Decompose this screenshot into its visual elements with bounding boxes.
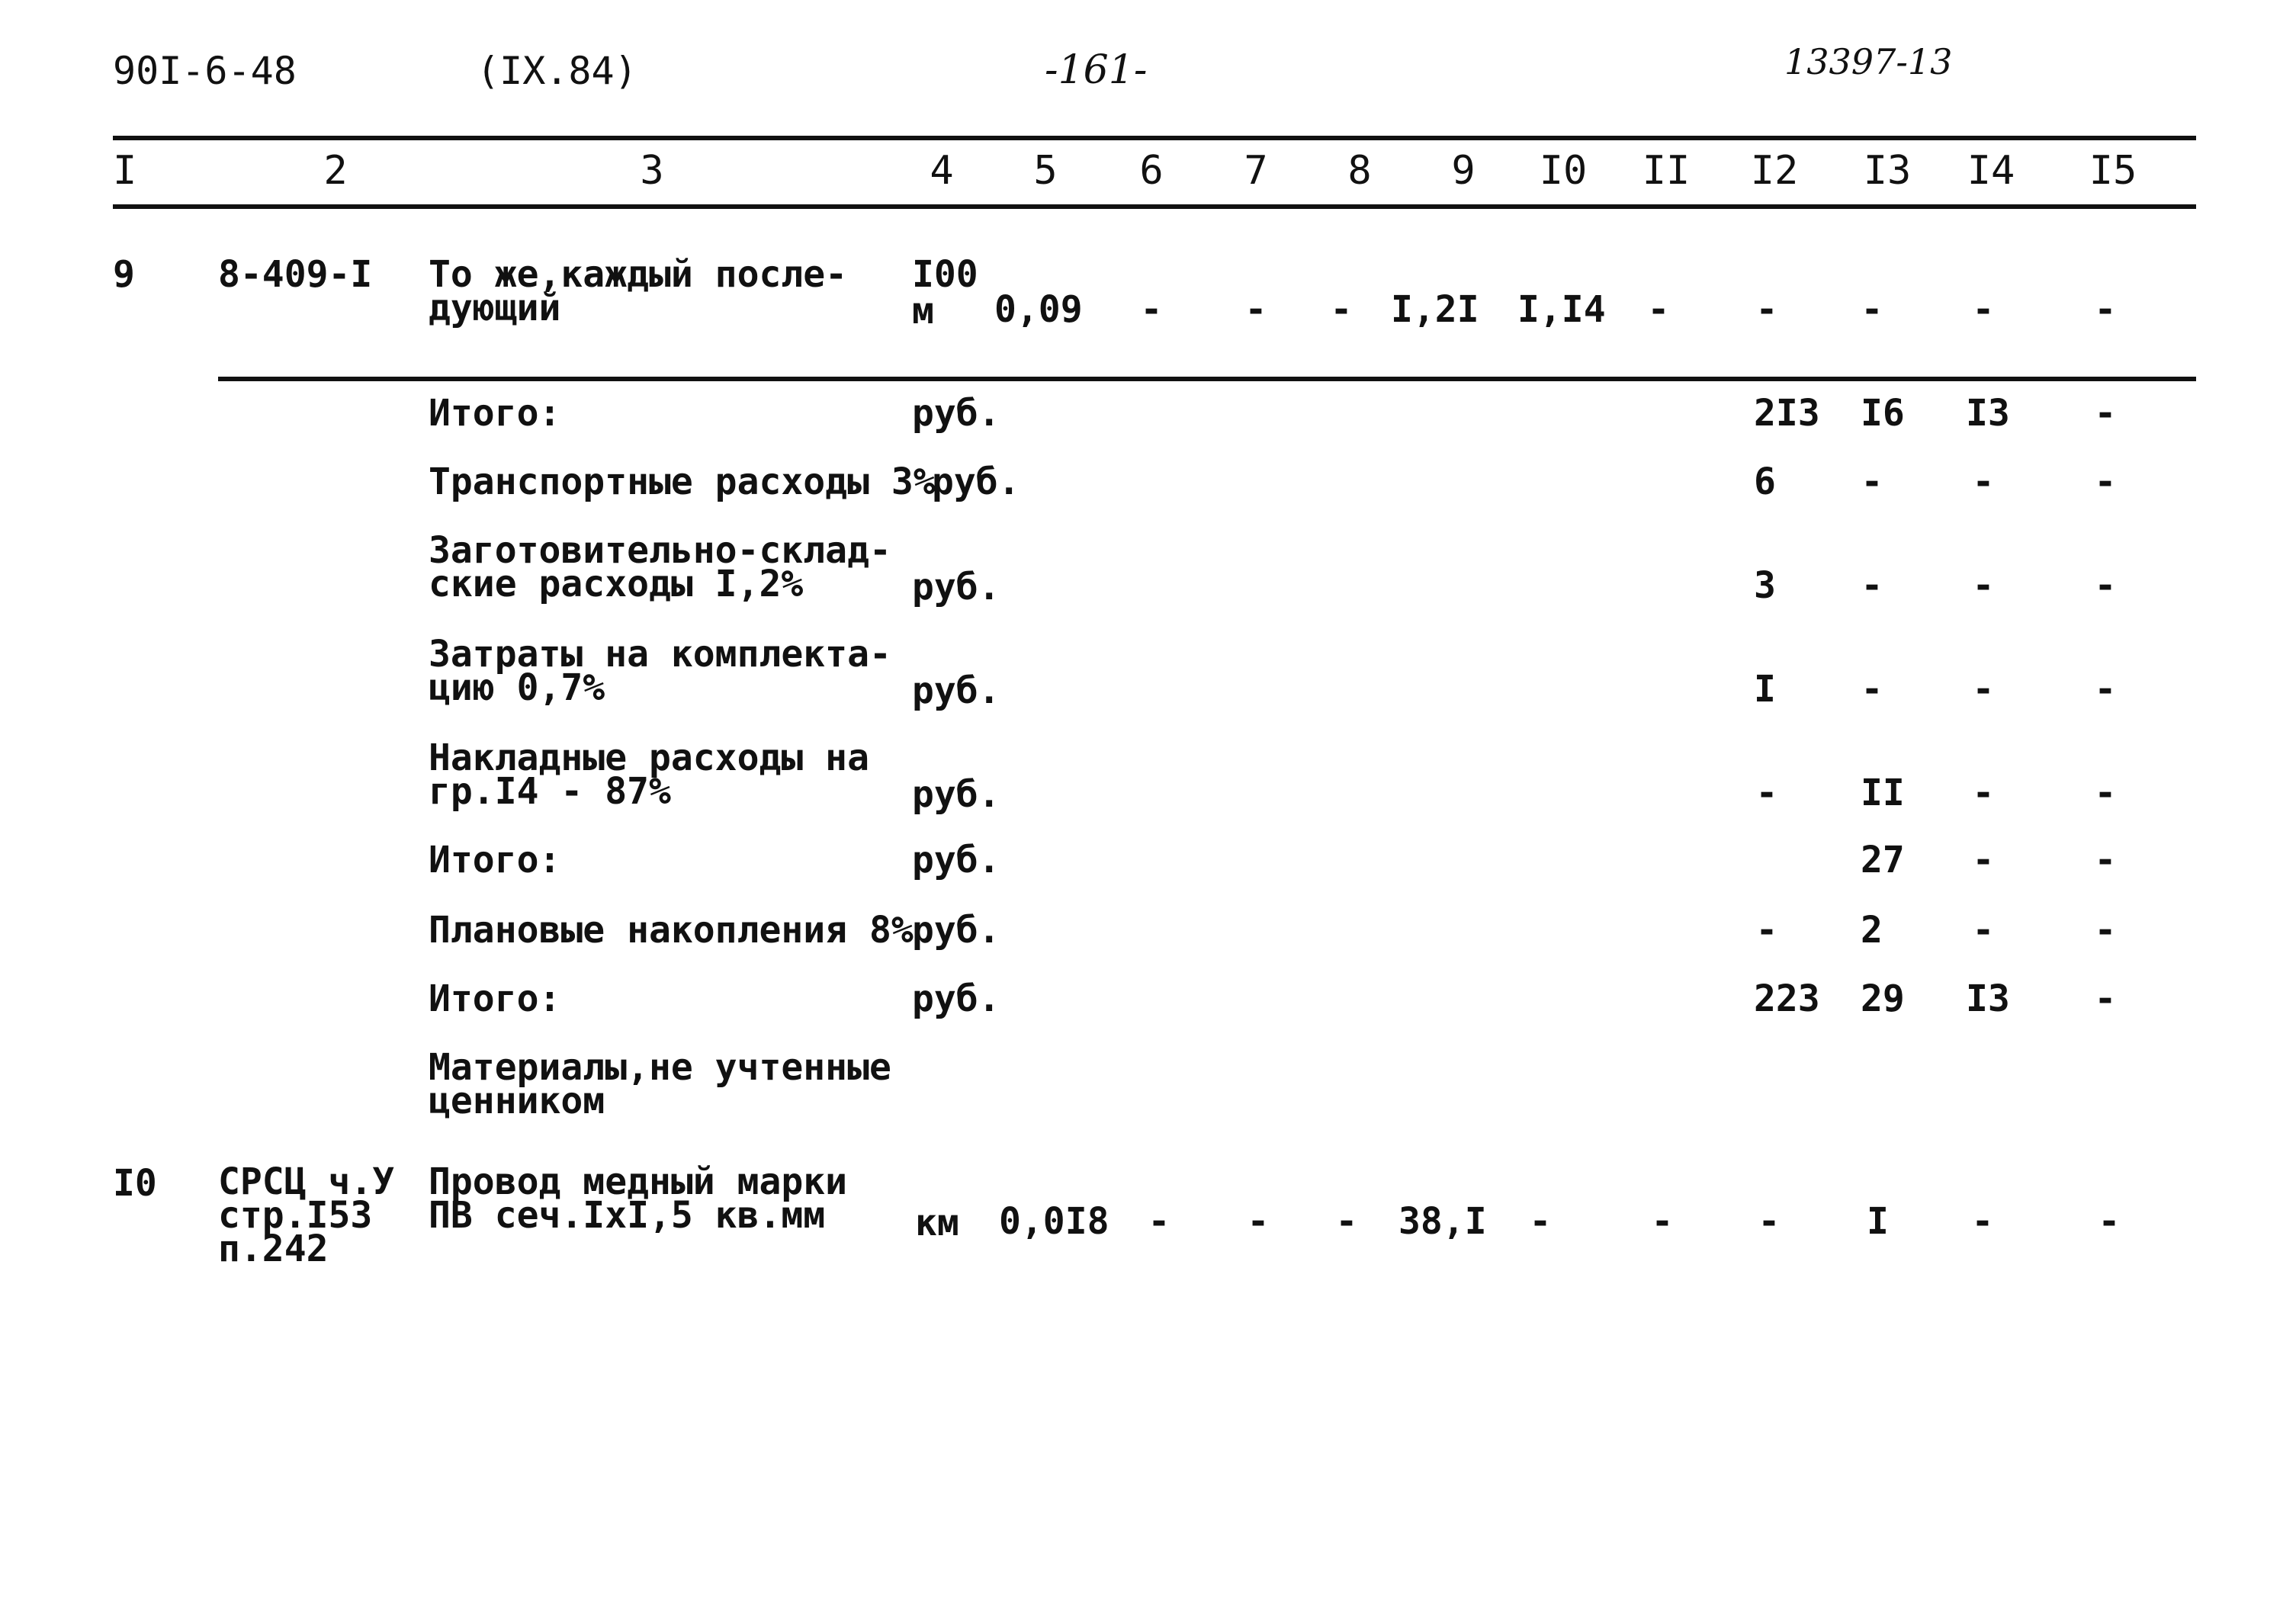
summary-col-15: - — [2094, 909, 2117, 952]
unit-multiplier: I00 — [912, 253, 978, 296]
summary-col-15: - — [2094, 564, 2117, 607]
materials-note: Материалы,не учтенные ценником — [429, 1046, 891, 1122]
cell-col-14: - — [1971, 1200, 1994, 1243]
summary-unit: руб. — [912, 977, 1000, 1020]
summary-col-14: - — [1972, 772, 1995, 814]
page-number: -161- — [1045, 47, 1148, 93]
summary-col-14: - — [1972, 668, 1995, 711]
summary-col-14: I3 — [1966, 977, 2010, 1020]
summary-label: Заготовительно-склад- ские расходы I,2% — [429, 529, 891, 605]
column-header-14: I4 — [1967, 148, 2015, 194]
summary-col-12: - — [1755, 909, 1778, 952]
cell-col-8: - — [1330, 288, 1353, 331]
summary-col-13: - — [1861, 461, 1883, 503]
rate-code: 8-409-I — [218, 253, 373, 296]
document-code: 90I-6-48 — [113, 49, 297, 93]
summary-unit: руб. — [912, 909, 1000, 952]
summary-col-13: - — [1861, 668, 1883, 711]
summary-unit: руб. — [912, 392, 1000, 435]
column-header-10: I0 — [1539, 148, 1588, 194]
summary-col-12: 2I3 — [1754, 392, 1820, 435]
work-description: То же,каждый после- дующий — [429, 253, 848, 329]
column-header-15: I5 — [2089, 148, 2137, 194]
cell-col-7: - — [1244, 288, 1267, 331]
summary-label: Накладные расходы на гр.I4 - 87% — [429, 737, 869, 813]
summary-col-15: - — [2094, 668, 2117, 711]
summary-col-15: - — [2094, 461, 2117, 503]
summary-col-12: - — [1755, 772, 1778, 814]
summary-col-14: I3 — [1966, 392, 2010, 435]
row-number: 9 — [113, 253, 135, 296]
summary-col-14: - — [1972, 564, 1995, 607]
quantity: 0,09 — [994, 288, 1083, 331]
summary-col-15: - — [2094, 772, 2117, 814]
column-header-9: 9 — [1451, 148, 1476, 194]
unit: м — [912, 290, 934, 332]
cell-col-10: - — [1529, 1200, 1552, 1243]
column-header-2: 2 — [323, 148, 348, 194]
summary-label: Транспортные расходы 3% — [429, 461, 936, 503]
summary-unit: руб. — [932, 461, 1020, 503]
summary-col-14: - — [1972, 839, 1995, 881]
column-header-13: I3 — [1863, 148, 1912, 194]
header-bottom-rule — [113, 204, 2196, 209]
summary-unit: руб. — [912, 839, 1000, 881]
summary-col-12: I — [1754, 668, 1776, 711]
cell-col-9: 38,I — [1398, 1200, 1487, 1243]
cell-col-15: - — [2094, 288, 2117, 331]
column-header-12: I2 — [1750, 148, 1799, 194]
price-reference: СРСЦ ч.У стр.I53 п.242 — [218, 1160, 395, 1270]
material-description: Провод медный марки ПВ сеч.IxI,5 кв.мм — [429, 1160, 848, 1237]
summary-label: Итого: — [429, 977, 561, 1020]
summary-col-13: 2 — [1861, 909, 1883, 952]
summary-col-13: I6 — [1861, 392, 1905, 435]
cell-col-13: - — [1861, 288, 1883, 331]
summary-col-12: 3 — [1754, 564, 1776, 607]
cell-col-13: I — [1867, 1200, 1889, 1243]
summary-label: Плановые накопления 8% — [429, 909, 914, 952]
section-rule — [218, 377, 2196, 381]
summary-col-12: 223 — [1754, 977, 1820, 1020]
cell-col-7: - — [1247, 1200, 1270, 1243]
cell-col-9: I,2I — [1391, 288, 1479, 331]
summary-col-13: - — [1861, 564, 1883, 607]
cell-col-12: - — [1758, 1200, 1781, 1243]
cell-col-8: - — [1335, 1200, 1358, 1243]
cell-col-10: I,I4 — [1517, 288, 1606, 331]
date-code: (IX.84) — [477, 49, 637, 93]
cell-col-6: - — [1140, 288, 1163, 331]
summary-col-13: 29 — [1861, 977, 1905, 1020]
column-header-8: 8 — [1347, 148, 1372, 194]
cell-col-6: - — [1148, 1200, 1170, 1243]
column-header-6: 6 — [1139, 148, 1164, 194]
summary-col-15: - — [2094, 392, 2117, 435]
sheet-code: 13397-13 — [1784, 41, 1953, 82]
cell-col-11: - — [1647, 288, 1670, 331]
summary-label: Затраты на комплекта- цию 0,7% — [429, 633, 891, 709]
summary-col-12: 6 — [1754, 461, 1776, 503]
unit: км — [915, 1202, 959, 1244]
column-header-5: 5 — [1033, 148, 1058, 194]
column-header-4: 4 — [930, 148, 954, 194]
column-header-11: II — [1642, 148, 1691, 194]
cell-col-15: - — [2098, 1200, 2121, 1243]
summary-col-14: - — [1972, 461, 1995, 503]
row-number: I0 — [113, 1162, 157, 1205]
summary-col-13: II — [1861, 772, 1905, 814]
column-header-7: 7 — [1244, 148, 1268, 194]
cell-col-12: - — [1755, 288, 1778, 331]
summary-unit: руб. — [912, 566, 1000, 608]
column-header-3: 3 — [640, 148, 664, 194]
summary-unit: руб. — [912, 773, 1000, 816]
cell-col-14: - — [1972, 288, 1995, 331]
summary-unit: руб. — [912, 669, 1000, 712]
summary-label: Итого: — [429, 392, 561, 435]
summary-col-15: - — [2094, 839, 2117, 881]
summary-col-13: 27 — [1861, 839, 1905, 881]
column-header-1: I — [113, 148, 137, 194]
header-top-rule — [113, 136, 2196, 140]
quantity: 0,0I8 — [999, 1200, 1109, 1243]
summary-col-14: - — [1972, 909, 1995, 952]
summary-label: Итого: — [429, 839, 561, 881]
summary-col-15: - — [2094, 977, 2117, 1020]
cell-col-11: - — [1651, 1200, 1674, 1243]
